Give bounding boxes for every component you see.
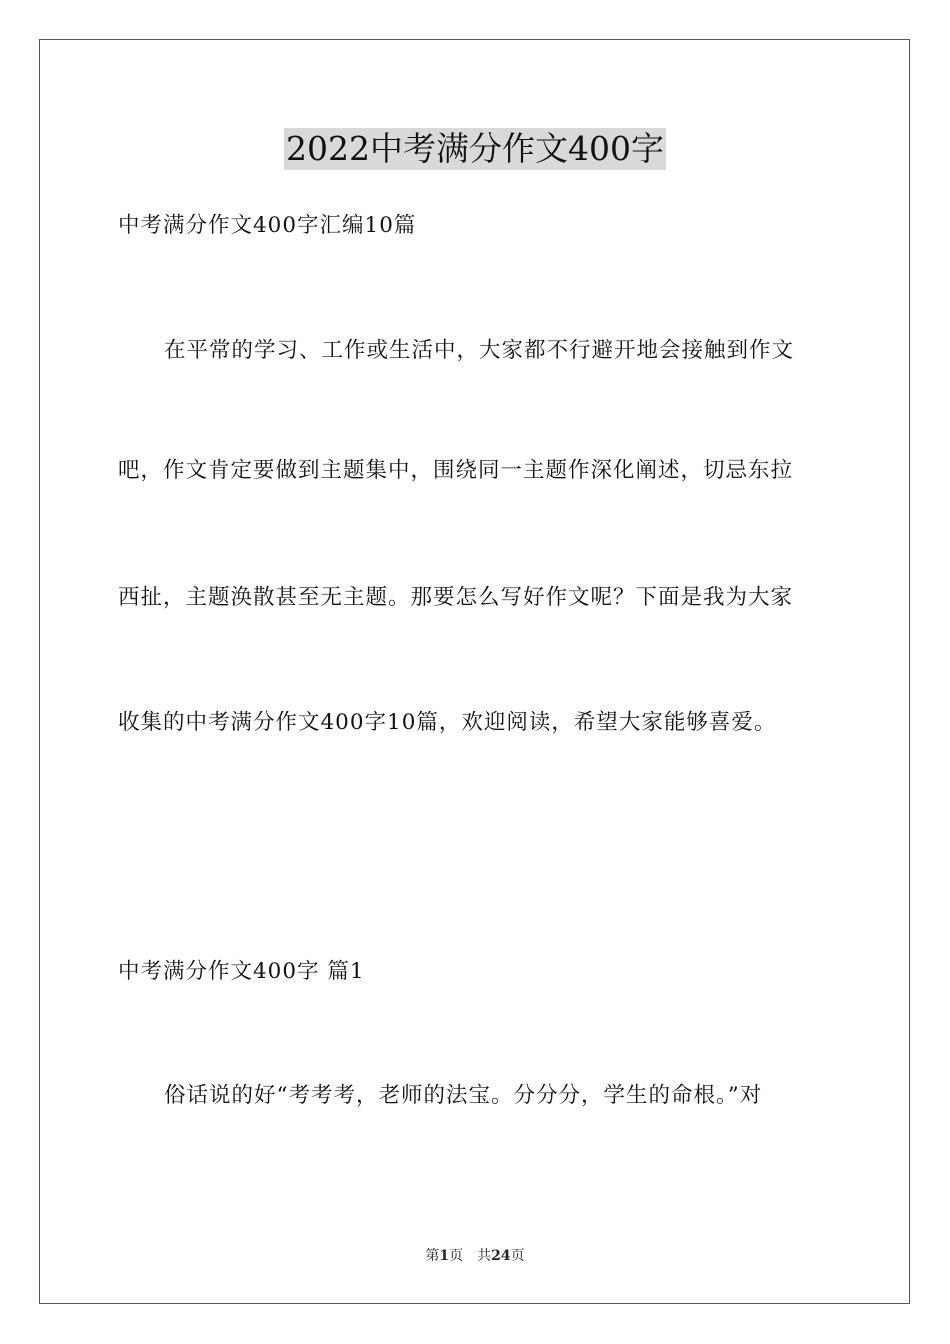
document-subtitle: 中考满分作文400字汇编10篇 [118,213,417,238]
paragraph-line: 在平常的学习、工作或生活中，大家都不行避开地会接触到作文 [164,338,795,363]
page-prefix: 第 [425,1248,440,1264]
total-suffix: 页 [510,1248,525,1264]
paragraph-line: 吧，作文肯定要做到主题集中，围绕同一主题作深化阐述，切忌东拉 [118,458,794,483]
section-heading: 中考满分作文400字 篇1 [118,959,365,984]
document-title: 2022中考满分作文400字 [286,129,664,168]
page-suffix: 页 [449,1248,464,1264]
paragraph-line: 收集的中考满分作文400字10篇，欢迎阅读，希望大家能够喜爱。 [118,710,777,735]
page-current: 1 [439,1248,450,1264]
paragraph-line: 俗话说的好“考考考，老师的法宝。分分分，学生的命根。”对 [164,1083,763,1108]
page-total: 24 [491,1248,511,1264]
page-footer [0,1247,950,1265]
total-prefix: 共 [477,1248,492,1264]
title-container [0,128,950,170]
paragraph-line: 西扯，主题涣散甚至无主题。那要怎么写好作文呢？下面是我为大家 [118,585,794,610]
